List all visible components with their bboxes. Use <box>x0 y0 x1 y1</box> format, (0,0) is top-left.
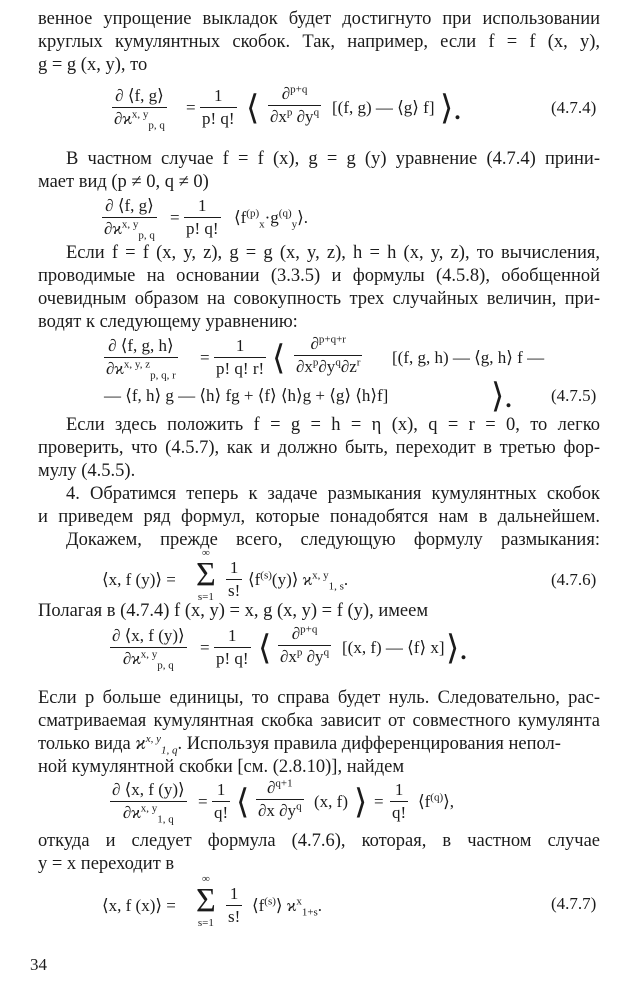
result-term: $⟨f^{(q)}⟩$, <box>418 791 455 811</box>
derivative-denominator: ∂ϰ <box>106 359 124 378</box>
coefficient-numerator: 1 <box>214 626 251 648</box>
text-line: Если p больше единицы, то справа будет нуль. Следовательно, рас- <box>38 688 600 708</box>
order-superscript: p+q <box>290 83 308 96</box>
left-angle-bracket: ⟨ <box>272 340 286 377</box>
kappa-superscript: x, y, z <box>123 358 151 371</box>
coefficient-denominator: p! q! <box>216 649 249 668</box>
coefficient-denominator: p! q! <box>186 219 219 238</box>
q-superscript: q <box>313 106 320 119</box>
coefficient-numerator: 1 <box>200 86 237 108</box>
bracket-expression: [(x, f) — ⟨f⟩ x] <box>342 638 445 657</box>
partial-x: ∂x <box>270 107 287 126</box>
text-line: 4. Обратимся теперь к задаче размыкания кумулянтных скобок <box>66 484 600 504</box>
bracket-expression: [(f, g, h) — ⟨g, h⟩ f — <box>392 348 545 367</box>
book-page: венное упрощение выкладок будет достигнуто при использовании круглых кумулянтных скобок. Так, например, если f = f (x, y), g = g (x, y), то $\frac{\partial ⟨f, g⟩}{\partial ϰ^{x, y}_{p, q}}$ = $\frac{1}{p! q!}$ ⟨ $\frac{\partial^{p+q}}{\partial x^p \partial y^q}$ [(f, g) — ⟨g⟩ f] ⟩. (4.7.4) В частном случае f = f (x), g = g (y) уравнение (4.7.4) прини- мает вид (p ≠ 0, q ≠ 0) $\frac{\partial ⟨f, g⟩}{\partial ϰ^{x, y}_{p, q}}$ = $\frac{1}{p! q!}$ $⟨f^{(p)}_x\cdot g^{(q)}_y⟩$. Если f = f (x, y, z), g = g (x, y, z), h = h (x, y, z), то вычисления, проводимые на основании (3.3.5) и формулы (4.5.8), обобщенной очевидным образом на совокупность трех случайных величин, при- водят к следующему уравнению: $\frac{\partial ⟨f, g, h⟩}{\partial ϰ^{x, y, z}_{p, q, r}}$ = $\frac{1}{p! q! r!}$ ⟨ $\frac{\partial^{p+q+r}}{\partial x^p\partial y^q\partial z^r}$ [(f, g, h) — ⟨g, h⟩ f — — ⟨f, h⟩ g — ⟨h⟩ fg + ⟨f⟩ ⟨h⟩g + ⟨g⟩ ⟨h⟩f] ⟩. (4.7.5) Если здесь положить f = g = h = η (x), q = r = 0, то легко проверить, что (4.5.7), как и должно быть, переходит в третью фор- мулу (4.5.5). 4. Обратимся теперь к задаче размыкания кумулянтных скобок и приведем ряд формул, которые понадобятся нам в дальнейшем. Докажем, прежде всего, следующую формулу размыкания: ⟨x, f (y)⟩ = ∞ Σ s=1 $\frac{1}{s!}$ $⟨f^{(s)}(y)⟩$ $ϰ^{x, y}_{1, s}$. (4.7.6) Полагая в (4.7.4) f (x, y) = x, g (x, y) = f (y), имеем $\frac{\partial ⟨x, f (y)⟩}{\partial ϰ^{x, y}_{p, q}}$ = $\frac{1}{p! q!}$ ⟨ $\frac{\partial^{p+q}}{\partial x^p \partial y^q}$ [(x, f) — ⟨f⟩ x] ⟩. Если p больше единицы, то справа будет нуль. Следовательно, рас- сматриваемая кумулянтная скобка зависит от совместного кумулянта только вида $ϰ^{x, y}_{1, q}$. Используя правила дифференцирования непол- ной кумулянтной скобки [см. (2.8.10)], найдем $\frac{\partial ⟨x, f (y)⟩}{\partial ϰ^{x, y}_{1, q}}$ = $\frac{1}{q!}$ ⟨ $\frac{\partial^{q+1}}{\partial x \partial y^q}$ (x, f) ⟩ = $\frac{1}{q!}$ $⟨f^{(q)}⟩$, откуда и следует формула (4.7.6), которая, в частном случае y = x переходит в ⟨x, f (x)⟩ = ∞ Σ s=1 $\frac{1}{s!}$ $⟨f^{(s)}⟩$ $ϰ^x_{1+s}$. (4.7.7) 34 <box>30 9 600 974</box>
text-line: В частном случае f = f (x), g = g (y) уравнение (4.7.4) прини- <box>66 149 600 169</box>
sum-term: $⟨f^{(s)}(y)⟩$ $ϰ^{x, y}_{1, s}$. <box>248 569 349 593</box>
text-line: проверить, что (4.5.7), как и должно быть, переходит в третью фор- <box>38 438 600 458</box>
text-line: круглых кумулянтных скобок. Так, например, если f = f (x, y), <box>38 32 600 52</box>
bracket-expression: [(f, g) — ⟨g⟩ f] <box>332 98 435 117</box>
coefficient-numerator: 1 <box>226 558 242 580</box>
text-line: Докажем, прежде всего, следующую формулу размыкания: <box>66 530 600 550</box>
text-line: мулу (4.5.5). <box>38 461 136 481</box>
right-angle-bracket: ⟩. <box>446 630 468 667</box>
text-line: Полагая в (4.7.4) f (x, y) = x, g (x, y) = f (y), имеем <box>38 601 429 621</box>
equation-label: (4.7.6) <box>551 570 597 589</box>
equation-label: (4.7.7) <box>551 894 597 913</box>
derivative-numerator: ∂ ⟨f, g⟩ <box>102 196 157 218</box>
left-angle-bracket: ⟨ <box>258 630 272 667</box>
text-line: и приведем ряд формул, которые понадобятся нам в дальнейшем. <box>38 507 600 527</box>
text-line: g = g (x, y), то <box>38 55 148 75</box>
coefficient-denominator: p! q! r! <box>216 359 265 378</box>
text-line: венное упрощение выкладок будет достигнуто при использовании <box>38 9 600 29</box>
sum-symbol: ∞ Σ s=1 <box>196 547 216 603</box>
kappa-subscript: p, q <box>148 119 165 132</box>
kappa-inline: $ϰ^{x, y}_{1, q}$ <box>135 732 178 757</box>
kappa-subscript: p, q <box>157 659 174 672</box>
kappa-subscript: p, q <box>138 229 155 242</box>
text-line-with-kappa: только вида $ϰ^{x, y}_{1, q}$. Используя правила дифференцирования непол- <box>38 732 561 757</box>
bracket-continuation: — ⟨f, h⟩ g — ⟨h⟩ fg + ⟨f⟩ ⟨h⟩g + ⟨g⟩ ⟨h⟩f] <box>104 386 389 405</box>
sum-symbol: ∞ Σ s=1 <box>196 873 216 929</box>
text-line: водят к следующему уравнению: <box>38 312 298 332</box>
derivative-denominator: ∂ϰ <box>122 649 141 668</box>
text-line: y = x переходит в <box>38 854 175 874</box>
page-number: 34 <box>30 955 47 974</box>
derivative-denominator: ∂ϰ <box>114 109 132 128</box>
right-angle-bracket: ⟩. <box>491 378 513 415</box>
right-angle-bracket: ⟩. <box>440 90 462 127</box>
coefficient-numerator: 1 <box>184 196 221 218</box>
coefficient-denominator: p! q! <box>202 109 235 128</box>
partial-symbol: ∂ <box>310 334 319 353</box>
kappa-superscript: x, y <box>131 108 149 121</box>
text-line: мает вид (p ≠ 0, q ≠ 0) <box>38 172 209 192</box>
derivative-numerator: ∂ ⟨f, g, h⟩ <box>104 336 178 358</box>
sum-term: $⟨f^{(s)}⟩$ $ϰ^x_{1+s}$. <box>252 895 323 919</box>
derivative-numerator: ∂ ⟨x, f (y)⟩ <box>110 626 187 648</box>
paren-expression: (x, f) <box>314 792 348 811</box>
text-line: ной кумулянтной скобки [см. (2.8.10)], найдем <box>38 757 405 777</box>
p-superscript: p <box>286 106 293 119</box>
equation-label: (4.7.5) <box>551 386 597 405</box>
text-line: сматриваемая кумулянтная скобка зависит от совместного кумулянта <box>38 711 600 731</box>
text-line: Если здесь положить f = g = h = η (x), q = r = 0, то легко <box>66 415 600 435</box>
text-line: откуда и следует формула (4.7.6), которая, в частном случае <box>38 831 600 851</box>
order-superscript: p+q+r <box>318 333 346 346</box>
coefficient-denominator: s! <box>228 581 241 600</box>
left-angle-bracket: ⟨ <box>246 90 260 127</box>
derivative-numerator: ∂ ⟨f, g⟩ <box>112 86 167 108</box>
partial-y: ∂y <box>292 107 314 126</box>
lhs: ⟨x, f (y)⟩ = <box>102 570 176 589</box>
equation-label: (4.7.4) <box>551 98 597 117</box>
derivative-denominator: ∂ϰ <box>104 219 122 238</box>
kappa-superscript: x, y <box>140 648 158 661</box>
kappa-superscript: x, y <box>121 218 139 231</box>
lhs: ⟨x, f (x)⟩ = <box>102 896 176 915</box>
text-line: Если f = f (x, y, z), g = g (x, y, z), h = h (x, y, z), то вычисления, <box>66 243 600 263</box>
text-line: проводимые на основании (3.3.5) и формулы (4.5.8), обобщенной <box>38 266 600 286</box>
coefficient-numerator: 1 <box>214 336 266 358</box>
cumulant-product: $⟨f^{(p)}_x\cdot g^{(q)}_y⟩$. <box>234 207 309 231</box>
kappa-subscript: p, q, r <box>150 369 176 382</box>
text-line: очевидным образом на совокупность трех случайных величин, при- <box>38 289 600 309</box>
partial-symbol: ∂ <box>281 84 291 103</box>
derivative-numerator: ∂ ⟨x, f (y)⟩ <box>110 780 187 802</box>
